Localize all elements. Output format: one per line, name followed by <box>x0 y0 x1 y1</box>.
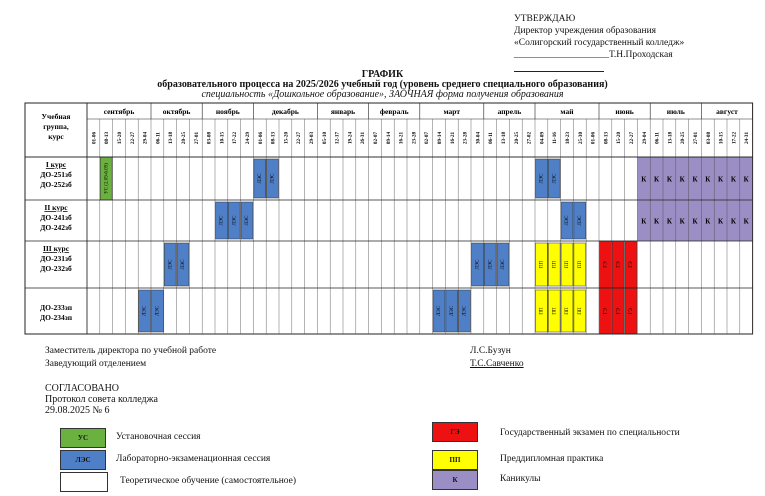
group-code: ДО-232зб <box>40 264 72 273</box>
session-label: ПП <box>577 307 583 315</box>
approve-heading: УТВЕРЖДАЮ <box>514 14 576 24</box>
holiday-label: К <box>692 175 698 184</box>
legend-les-label: Лабораторно-экзаменационная сессия <box>116 454 271 464</box>
approve-line1: Директор учреждения образования <box>514 26 657 36</box>
week-label: 05-10 <box>321 131 328 145</box>
week-label: 23-28 <box>462 131 469 145</box>
signers-roles <box>45 345 216 371</box>
holiday-label: К <box>641 217 647 226</box>
week-label: 15-20 <box>616 131 623 145</box>
week-label: 12-17 <box>334 131 341 145</box>
holiday-label: К <box>692 217 698 226</box>
session-label: ЛЭС <box>475 259 481 270</box>
week-label: 22-27 <box>296 131 303 145</box>
session-label: ЛЭС <box>552 173 558 184</box>
week-label: 02-07 <box>373 131 379 145</box>
session-label: ЛЭС <box>437 305 443 317</box>
week-label: 18-23 <box>565 131 571 145</box>
month-label: август <box>716 107 738 116</box>
holiday-label: К <box>705 175 711 184</box>
holiday-label: К <box>718 217 724 226</box>
month-label: октябрь <box>162 107 191 116</box>
session-label: УС (2.09-6.09) <box>104 163 110 194</box>
session-label: ЛЭС <box>488 259 494 270</box>
session-label: ГЭ <box>629 307 635 315</box>
session-label: ЛЭС <box>270 173 276 184</box>
legend-pp-label: Преддипломная практика <box>500 454 604 464</box>
week-label: 13-18 <box>501 131 507 145</box>
legend-theory-swatch <box>60 472 108 492</box>
session-label: ЛЭС <box>501 259 507 270</box>
week-label: 06-11 <box>654 132 661 144</box>
month-label: ноябрь <box>215 107 240 116</box>
week-label: 01-06 <box>91 131 98 145</box>
month-label: май <box>560 107 574 116</box>
signer-name2: Т.С.Савченко <box>470 359 524 369</box>
session-label: ЛЭС <box>577 215 583 226</box>
agreed-line1: Протокол совета колледжа <box>45 394 158 405</box>
session-label: ЛЭС <box>219 215 225 226</box>
week-label: 03-08 <box>705 131 712 145</box>
week-label: 20-25 <box>680 131 687 145</box>
signers-names <box>470 345 524 371</box>
session-label: ГЭ <box>603 307 609 315</box>
week-label: 08-13 <box>104 131 111 145</box>
week-label: 04-09 <box>539 131 546 145</box>
legend-ge-swatch: ГЭ <box>432 422 478 442</box>
week-label: 17-22 <box>232 131 239 145</box>
week-label: 19-24 <box>347 131 354 145</box>
month-label: сентябрь <box>103 107 135 116</box>
week-label: 29-03 <box>309 131 315 145</box>
session-label: ЛЭС <box>257 173 263 184</box>
week-label: 10-15 <box>718 131 725 145</box>
holiday-label: К <box>730 217 736 226</box>
signer-name1: Л.С.Бузун <box>470 346 511 356</box>
week-label: 15-20 <box>117 131 123 145</box>
session-label: ПП <box>539 307 545 315</box>
legend-ge-label: Государственный экзамен по специальности <box>500 428 680 438</box>
holiday-label: К <box>666 175 672 184</box>
legend-us-swatch: УС <box>60 428 106 448</box>
legend-us-label: Установочная сессия <box>116 432 201 442</box>
session-label: ГЭ <box>616 307 622 315</box>
session-label: ЛЭС <box>565 215 571 226</box>
session-label: ЛЭС <box>181 259 187 270</box>
session-label: ГЭ <box>616 261 622 268</box>
agreed-line2: 29.08.2025 № 6 <box>45 405 110 416</box>
title-line2: образовательного процесса на 2025/2026 учебный год (уровень среднего специального образования) <box>157 79 608 90</box>
week-label: 13-18 <box>168 131 175 145</box>
week-label: 22-27 <box>129 131 136 145</box>
session-label: ЛЭС <box>155 305 161 317</box>
session-label: ГЭ <box>629 261 635 268</box>
holiday-label: К <box>718 175 724 184</box>
week-label: 24-31 <box>744 131 751 145</box>
session-label: ГЭ <box>603 261 609 268</box>
week-label: 09-14 <box>437 131 443 145</box>
group-header-label: курс <box>48 132 64 141</box>
week-label: 06-11 <box>155 132 162 144</box>
group-code: ДО-241зб <box>40 213 72 222</box>
group-code: ДО-231зб <box>40 254 72 263</box>
week-label: 13-18 <box>667 131 674 145</box>
week-label: 29-04 <box>142 131 149 145</box>
holiday-label: К <box>730 175 736 184</box>
group-header-label: группа, <box>43 122 69 131</box>
approve-line2: «Солигорский государственный колледж» <box>514 38 685 48</box>
month-label: июль <box>666 107 685 116</box>
week-label: 11-16 <box>552 132 559 144</box>
signer-role1: Заместитель директора по учебной работе <box>45 346 217 356</box>
title-main: ГРАФИК <box>361 69 404 80</box>
group-course: I курс <box>45 160 67 169</box>
week-label: 01-06 <box>257 131 264 145</box>
legend-k-swatch: К <box>432 470 478 490</box>
month-label: январь <box>330 107 356 116</box>
holiday-label: К <box>666 217 672 226</box>
week-label: 10-15 <box>219 131 226 145</box>
group-code: ДО-252зб <box>40 180 72 189</box>
session-label: ПП <box>552 307 558 315</box>
title-line3: специальность «Дошкольное образование», ЗАОЧНАЯ форма получения образования <box>201 89 564 100</box>
signer-role2: Заведующий отделением <box>45 359 147 369</box>
month-label: декабрь <box>271 107 299 116</box>
session-label: ПП <box>565 260 571 269</box>
week-label: 29-04 <box>641 131 648 145</box>
group-header-label: Учебная <box>41 112 71 121</box>
week-label: 27-01 <box>193 131 200 145</box>
week-label: 08-13 <box>270 131 277 145</box>
holiday-label: К <box>641 175 647 184</box>
agreed-block <box>45 383 158 416</box>
holiday-label: К <box>679 175 685 184</box>
legend-pp-swatch: ПП <box>432 450 478 470</box>
holiday-label: К <box>679 217 685 226</box>
session-label: ЛЭС <box>462 305 468 317</box>
group-code: ДО-242зб <box>40 223 72 232</box>
week-label: 03-08 <box>206 131 213 145</box>
approve-signer: ____________________Т.Н.Проходская <box>514 50 673 60</box>
week-label: 08-13 <box>603 131 610 145</box>
week-label: 27-01 <box>693 131 699 145</box>
group-course: III курс <box>42 244 70 253</box>
legend-theory-label: Теоретическое обучение (самостоятельное) <box>120 476 297 486</box>
group-code: ДО-233зп <box>39 303 73 312</box>
month-label: июнь <box>615 107 634 116</box>
week-label: 20-25 <box>181 131 187 145</box>
week-label: 15-20 <box>283 131 290 145</box>
week-label: 16-21 <box>398 131 405 145</box>
holiday-label: К <box>654 175 660 184</box>
month-label: февраль <box>379 107 409 116</box>
week-label: 27-02 <box>526 131 533 145</box>
holiday-label: К <box>654 217 660 226</box>
document-title <box>0 70 765 100</box>
session-label: ЛЭС <box>539 173 545 184</box>
group-course: II курс <box>44 203 68 212</box>
week-label: 26-31 <box>360 131 367 145</box>
session-label: ЛЭС <box>168 259 174 270</box>
week-label: 16-21 <box>449 131 456 145</box>
session-label: ПП <box>565 307 571 315</box>
session-label: ЛЭС <box>449 305 455 317</box>
week-label: 01-06 <box>590 131 597 145</box>
schedule-table <box>25 103 751 338</box>
group-code: ДО-251зб <box>40 170 72 179</box>
week-label: 02-07 <box>424 131 431 145</box>
week-label: 06-11 <box>488 132 495 144</box>
week-label: 25-30 <box>577 131 584 145</box>
session-label: ЛЭС <box>245 215 251 226</box>
approval-block <box>514 13 684 72</box>
session-label: ПП <box>577 260 583 269</box>
month-label: март <box>443 107 461 116</box>
week-label: 30-04 <box>475 131 482 145</box>
week-label: 24-29 <box>245 131 251 145</box>
legend-les-swatch: ЛЭС <box>60 450 106 470</box>
week-label: 17-22 <box>731 131 738 145</box>
week-label: 22-27 <box>629 131 635 145</box>
session-label: ПП <box>539 260 545 269</box>
holiday-label: К <box>705 217 711 226</box>
week-label: 20-25 <box>513 131 520 145</box>
schedule-grid <box>25 103 751 333</box>
holiday-label: К <box>743 175 749 184</box>
session-label: ЛЭС <box>232 215 238 226</box>
month-label: апрель <box>497 107 522 116</box>
agreed-heading: СОГЛАСОВАНО <box>45 383 120 394</box>
legend-k-label: Каникулы <box>500 474 541 484</box>
holiday-label: К <box>743 217 749 226</box>
week-label: 23-28 <box>411 131 418 145</box>
week-label: 09-14 <box>385 131 392 145</box>
session-label: ЛЭС <box>142 305 148 317</box>
group-code: ДО-234зп <box>39 313 73 322</box>
session-label: ПП <box>552 260 558 269</box>
